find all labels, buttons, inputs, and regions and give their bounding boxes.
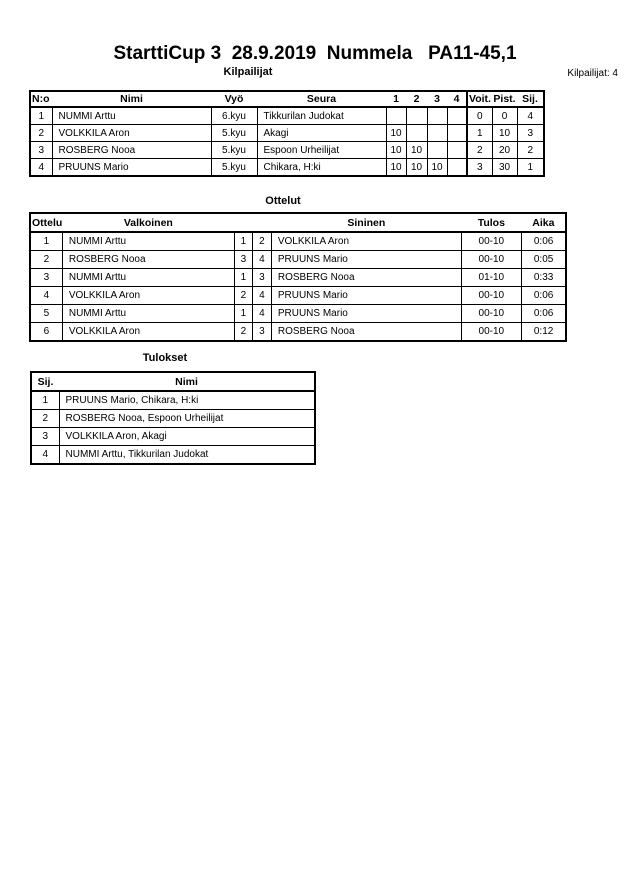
blue-name: PRUUNS Mario	[271, 251, 461, 269]
round-score: 10	[427, 159, 447, 177]
col-header-belt: Vyö	[211, 91, 257, 107]
round-score	[427, 142, 447, 159]
competitor-club: Espoon Urheilijat	[257, 142, 386, 159]
competitor-belt: 5.kyu	[211, 159, 257, 177]
competitor-place: 2	[517, 142, 544, 159]
result-name: ROSBERG Nooa, Espoon Urheilijat	[59, 410, 315, 428]
competitor-belt: 5.kyu	[211, 142, 257, 159]
competitor-no: 2	[30, 125, 52, 142]
col-header-round-3: 3	[427, 91, 447, 107]
col-header-no: N:o	[30, 91, 52, 107]
round-score	[447, 142, 467, 159]
result-name: VOLKKILA Aron, Akagi	[59, 428, 315, 446]
match-time: 0:06	[521, 287, 566, 305]
result-row	[31, 428, 315, 446]
match-result: 00-10	[461, 251, 521, 269]
competitor-belt: 6.kyu	[211, 107, 257, 125]
col-header-club: Seura	[257, 91, 386, 107]
round-score	[447, 159, 467, 177]
blue-name: PRUUNS Mario	[271, 305, 461, 323]
col-header-name: Nimi	[59, 372, 315, 391]
white-no: 2	[234, 287, 252, 305]
white-no: 3	[234, 251, 252, 269]
col-header-points: Pist.	[493, 93, 516, 105]
result-place: 2	[31, 410, 59, 428]
round-score: 10	[406, 159, 427, 177]
match-row	[30, 287, 566, 305]
match-time: 0:06	[521, 232, 566, 251]
blue-no: 3	[252, 323, 271, 342]
col-header-round-4: 4	[447, 91, 467, 107]
match-row	[30, 305, 566, 323]
col-header-result: Tulos	[461, 213, 521, 232]
match-row	[30, 251, 566, 269]
white-name: VOLKKILA Aron	[62, 323, 234, 342]
col-header-place: Sij.	[517, 91, 544, 107]
matches-table	[29, 212, 567, 342]
competitor-points: 20	[492, 142, 517, 159]
round-score	[386, 107, 406, 125]
blue-no: 4	[252, 287, 271, 305]
round-score	[447, 107, 467, 125]
competitor-club: Chikara, H:ki	[257, 159, 386, 177]
match-time: 0:05	[521, 251, 566, 269]
match-time: 0:33	[521, 269, 566, 287]
competitor-wins: 3	[467, 159, 492, 177]
match-no: 1	[30, 232, 62, 251]
match-no: 6	[30, 323, 62, 342]
match-row	[30, 269, 566, 287]
results-table	[30, 371, 316, 465]
match-row	[30, 232, 566, 251]
result-row	[31, 391, 315, 410]
white-name: NUMMI Arttu	[62, 269, 234, 287]
competitor-belt: 5.kyu	[211, 125, 257, 142]
competitor-name: NUMMI Arttu	[52, 107, 211, 125]
competitor-place: 1	[517, 159, 544, 177]
match-result: 00-10	[461, 323, 521, 342]
competitors-count: Kilpailijat: 4	[567, 68, 618, 79]
col-header-white-no	[234, 213, 252, 232]
round-score: 10	[386, 142, 406, 159]
match-no: 3	[30, 269, 62, 287]
white-no: 1	[234, 232, 252, 251]
page-title: StarttiCup 3 28.9.2019 Nummela PA11-45,1	[113, 43, 517, 64]
round-score: 10	[386, 125, 406, 142]
match-result: 00-10	[461, 287, 521, 305]
blue-name: ROSBERG Nooa	[271, 323, 461, 342]
result-place: 1	[31, 391, 59, 410]
white-no: 1	[234, 305, 252, 323]
round-score	[427, 107, 447, 125]
result-name: NUMMI Arttu, Tikkurilan Judokat	[59, 446, 315, 465]
result-place: 3	[31, 428, 59, 446]
blue-name: PRUUNS Mario	[271, 287, 461, 305]
match-result: 01-10	[461, 269, 521, 287]
white-name: NUMMI Arttu	[62, 305, 234, 323]
matches-header-row	[30, 213, 566, 232]
competitor-wins: 0	[467, 107, 492, 125]
match-result: 00-10	[461, 232, 521, 251]
result-row	[31, 410, 315, 428]
white-name: ROSBERG Nooa	[62, 251, 234, 269]
competitor-no: 3	[30, 142, 52, 159]
match-result: 00-10	[461, 305, 521, 323]
match-row	[30, 323, 566, 342]
competitor-name: VOLKKILA Aron	[52, 125, 211, 142]
competitor-name: PRUUNS Mario	[52, 159, 211, 177]
white-no: 2	[234, 323, 252, 342]
round-score: 10	[386, 159, 406, 177]
section-title-matches: Ottelut	[265, 195, 301, 207]
competitors-table	[29, 90, 545, 177]
round-score	[406, 107, 427, 125]
competitor-row	[30, 125, 544, 142]
section-title-results: Tulokset	[142, 352, 188, 364]
competitor-row	[30, 159, 544, 177]
white-name: NUMMI Arttu	[62, 232, 234, 251]
round-score	[427, 125, 447, 142]
col-header-round-2: 2	[406, 91, 427, 107]
competitor-place: 3	[517, 125, 544, 142]
match-no: 4	[30, 287, 62, 305]
blue-no: 4	[252, 251, 271, 269]
blue-no: 4	[252, 305, 271, 323]
competitor-points: 0	[492, 107, 517, 125]
col-header-round-1: 1	[386, 91, 406, 107]
blue-no: 2	[252, 232, 271, 251]
competitor-place: 4	[517, 107, 544, 125]
match-time: 0:12	[521, 323, 566, 342]
competitor-row	[30, 107, 544, 125]
round-score	[406, 125, 427, 142]
col-header-place: Sij.	[31, 372, 59, 391]
col-header-match: Ottelu	[30, 213, 62, 232]
result-row	[31, 446, 315, 465]
col-header-white: Valkoinen	[62, 213, 234, 232]
competitor-row	[30, 142, 544, 159]
match-no: 5	[30, 305, 62, 323]
white-no: 1	[234, 269, 252, 287]
white-name: VOLKKILA Aron	[62, 287, 234, 305]
blue-no: 3	[252, 269, 271, 287]
col-header-blue-no	[252, 213, 271, 232]
competitor-wins: 2	[467, 142, 492, 159]
match-time: 0:06	[521, 305, 566, 323]
competitor-club: Tikkurilan Judokat	[257, 107, 386, 125]
results-header-row	[31, 372, 315, 391]
competitor-name: ROSBERG Nooa	[52, 142, 211, 159]
competitor-points: 10	[492, 125, 517, 142]
blue-name: ROSBERG Nooa	[271, 269, 461, 287]
competitor-no: 1	[30, 107, 52, 125]
competitor-club: Akagi	[257, 125, 386, 142]
blue-name: VOLKKILA Aron	[271, 232, 461, 251]
round-score	[447, 125, 467, 142]
section-title-competitors: Kilpailijat	[223, 66, 273, 78]
result-place: 4	[31, 446, 59, 465]
competitor-wins: 1	[467, 125, 492, 142]
col-header-wins: Voit.	[469, 93, 491, 105]
col-header-blue: Sininen	[271, 213, 461, 232]
competitor-points: 30	[492, 159, 517, 177]
competitors-header-row	[30, 91, 544, 107]
round-score: 10	[406, 142, 427, 159]
col-header-name: Nimi	[52, 91, 211, 107]
match-no: 2	[30, 251, 62, 269]
col-header-time: Aika	[521, 213, 566, 232]
result-name: PRUUNS Mario, Chikara, H:ki	[59, 391, 315, 410]
competitor-no: 4	[30, 159, 52, 177]
